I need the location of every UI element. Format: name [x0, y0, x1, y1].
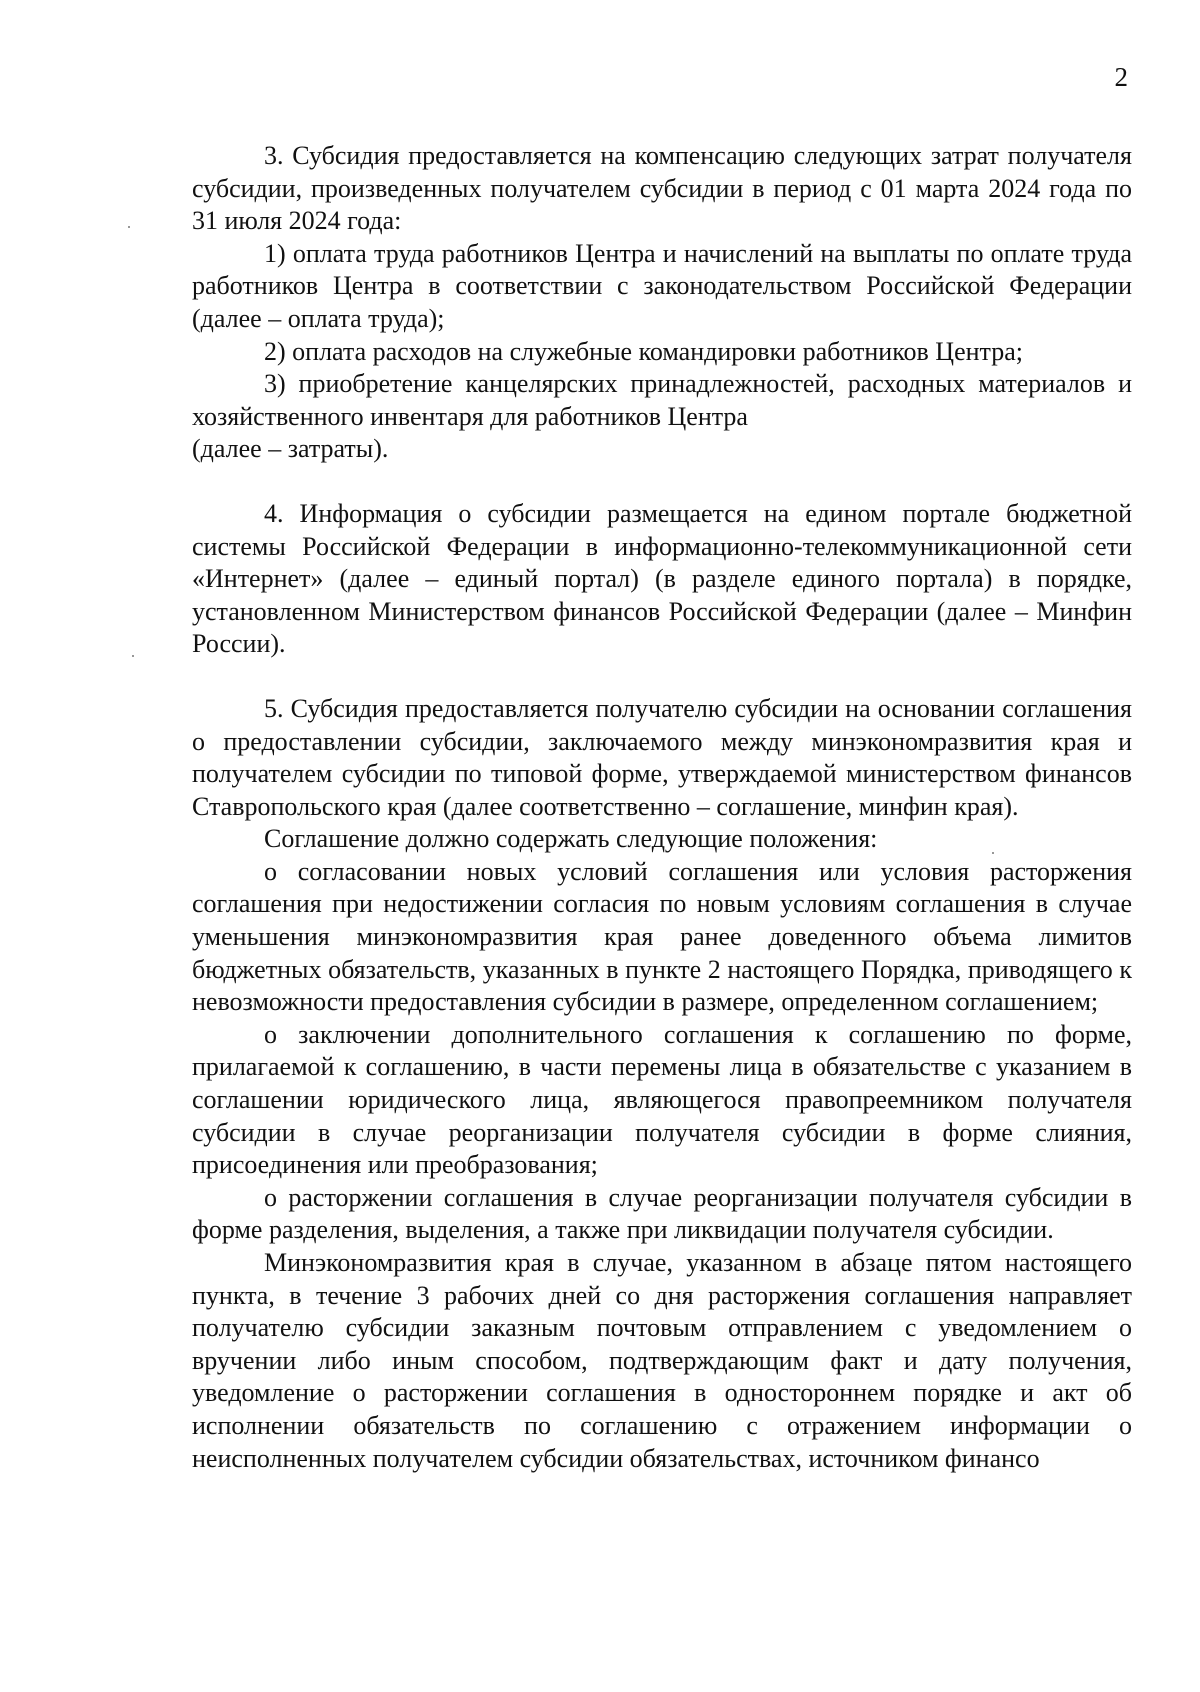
paragraph-3-item-3: 3) приобретение канцелярских принадлежностей, расходных материалов и хозяйственного инвентаря для работников Центра [192, 369, 1132, 431]
page-number: 2 [1114, 62, 1128, 92]
scan-speck [992, 852, 994, 854]
paragraph-5-abzac-2: Соглашение должно содержать следующие положения: [264, 824, 878, 854]
paragraph-3-item-2: 2) оплата расходов на служебные командировки работников Центра; [264, 336, 1023, 366]
paragraph-5-abzac-5: о расторжении соглашения в случае реорганизации получателя субсидии в форме разделения, выделения, а также при ликвидации получателя субсидии. [192, 1182, 1132, 1245]
scan-speck [132, 655, 134, 657]
paragraph-5-abzac-4: о заключении дополнительного соглашения к соглашению по форме, прилагаемой к соглашению, в части перемены лица в обязательстве с указанием в соглашении юридического лица, являющегося правопреемником получателя субсидии в случае реорганизации получателя субсидии в форме слияния, присоединения или преобразования; [192, 1019, 1132, 1180]
document-body [192, 140, 1132, 1475]
scan-speck [128, 226, 130, 228]
paragraph-4: 4. Информация о субсидии размещается на едином портале бюджетной системы Российской Федерации в информационно-телекоммуникационной сети «Интернет» (далее – единый портал) (в разделе единого портала) в порядке, установленном Министерством финансов Российской Федерации (далее – Минфин России). [192, 498, 1132, 659]
paragraph-3-tail: (далее – затраты). [192, 434, 389, 464]
paragraph-3-item-1: 1) оплата труда работников Центра и начислений на выплаты по оплате труда работников Центра в соответствии с законодательством Российской Федерации (далее – оплата труда); [192, 238, 1132, 333]
paragraph-3-intro: 3. Субсидия предоставляется на компенсацию следующих затрат получателя субсидии, произведенных получателем субсидии в период с 01 марта 2024 года по 31 июля 2024 года: [192, 141, 1132, 236]
paragraph-5-abzac-3: о согласовании новых условий соглашения или условия расторжения соглашения при недостижении согласия по новым условиям соглашения в случае уменьшения минэкономразвития края ранее доведенного объема лимитов бюджетных обязательств, указанных в пункте 2 настоящего Порядка, приводящего к невозможности предоставления субсидии в размере, определенном соглашением; [192, 856, 1132, 1017]
paragraph-5: 5. Субсидия предоставляется получателю субсидии на основании соглашения о предоставлении субсидии, заключаемого между минэкономразвития края и получателем субсидии по типовой форме, утверждаемой министерством финансов Ставропольского края (далее соответственно – соглашение, минфин края). [192, 693, 1132, 821]
paragraph-5-abzac-6: Минэкономразвития края в случае, указанном в абзаце пятом настоящего пункта, в течение 3 рабочих дней со дня расторжения соглашения направляет получателю субсидии заказным почтовым отправлением с уведомлением о вручении либо иным способом, подтверждающим факт и дату получения, уведомление о расторжении соглашения в одностороннем порядке и акт об исполнении обязательств по соглашению с отражением информации о неисполненных получателем субсидии обязательствах, источником финансо [192, 1248, 1132, 1473]
